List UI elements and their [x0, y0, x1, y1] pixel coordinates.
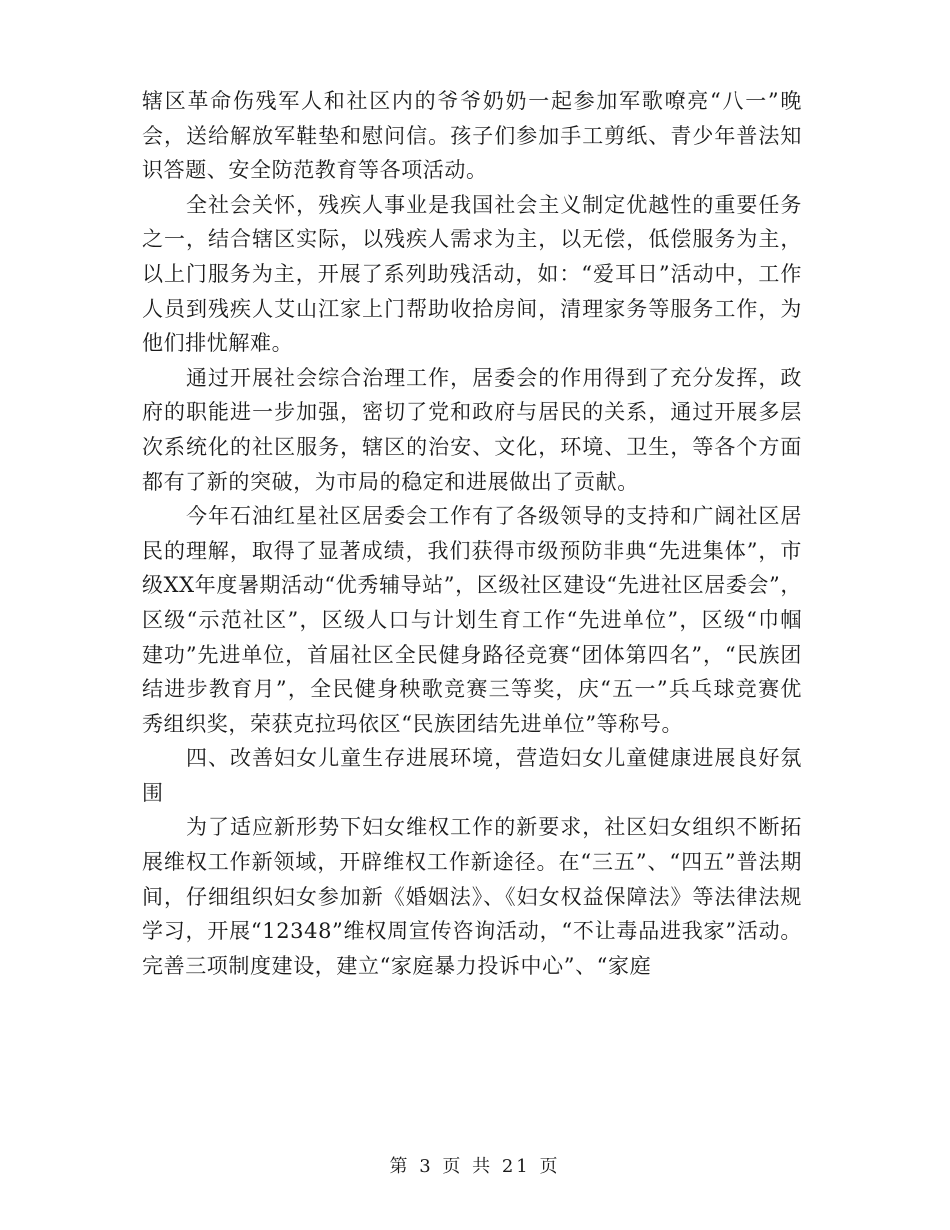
paragraph-disability-services: 全社会关怀，残疾人事业是我国社会主义制定优越性的重要任务之一，结合辖区实际，以残疾人需求为主，以无偿，低偿服务为主，以上门服务为主，开展了系列助残活动，如：“爱耳日”活动中，工作人员到残疾人艾山江家上门帮助收拾房间，清理家务等服务工作，为他们排忧解难。 — [142, 192, 802, 356]
section-heading: 四、改善妇女儿童生存进展环境，营造妇女儿童健康进展良好氛围 — [142, 746, 802, 805]
paragraph-achievements: 今年石油红星社区居委会工作有了各级领导的支持和广阔社区居民的理解，取得了显著成绩，我们获得市级预防非典“先进集体”，市级XX年度暑期活动“优秀辅导站”，区级社区建设“先进社区居委会”，区级“示范社区”，区级人口与计划生育工作“先进单位”，区级“巾帼建功”先进单位，首届社区全民健身路径竞赛“团体第四名”，“民族团结进步教育月”，全民健身秧歌竞赛三等奖，庆“五一”兵乓球竞赛优秀组织奖，荣获克拉玛依区“民族团结先进单位”等称号。 — [142, 504, 802, 736]
document-body — [142, 84, 802, 983]
paragraph-continuation: 辖区革命伤残军人和社区内的爷爷奶奶一起参加军歌嘹亮“八一”晚会，送给解放军鞋垫和慰问信。孩子们参加手工剪纸、青少年普法知识答题、安全防范教育等各项活动。 — [142, 89, 802, 183]
paragraph-women-rights: 为了适应新形势下妇女维权工作的新要求，社区妇女组织不断拓展维权工作新领域，开辟维权工作新途径。在“三五”、“四五”普法期间，仔细组织妇女参加新《婚姻法》、《妇女权益保障法》等法律法规学习，开展“12348”维权周宣传咨询活动，“不让毒品进我家”活动。完善三项制度建设，建立“家庭暴力投诉中心”、“家庭 — [142, 815, 802, 978]
page-number-footer: 第 3 页 共 21 页 — [389, 1156, 561, 1177]
paragraph-social-governance: 通过开展社会综合治理工作，居委会的作用得到了充分发挥，政府的职能进一步加强，密切了党和政府与居民的关系，通过开展多层次系统化的社区服务，辖区的治安、文化，环境、卫生，等各个方面都有了新的突破，为市局的稳定和进展做出了贡献。 — [142, 365, 802, 494]
